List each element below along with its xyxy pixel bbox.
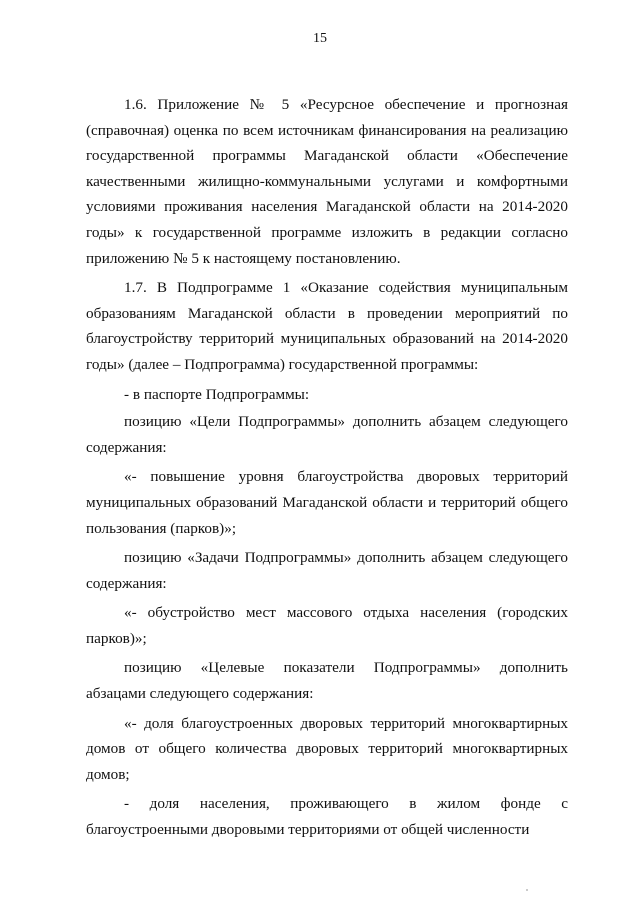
paragraph-passport: - в паспорте Подпрограммы: [124,385,310,403]
page-number: 15 [313,31,327,46]
paragraph-1-7: 1.7. В Подпрограмме 1 «Оказание содействия муниципальным образованиям Магаданской области в проведении мероприятий по благоустройству территорий муниципальных образований на 2014-2020 годы» (далее – Подпрограмма) государственной программы: [86,279,568,373]
paragraph-indicator-2: - доля населения, проживающего в жилом фонде с благоустроенными дворовыми территориями от общей численности [86,795,568,839]
paragraph-tasks-text: «- обустройство мест массового отдыха населения (городских парков)»; [86,604,568,647]
paragraph-indicator-1: «- доля благоустроенных дворовых территорий многоквартирных домов от общего количества дворовых территорий многоквартирных домов; [86,714,568,783]
paragraph-goals-position: позицию «Цели Подпрограммы» дополнить абзацем следующего содержания: [86,413,568,456]
paragraph-1-6: 1.6. Приложение № 5 «Ресурсное обеспечение и прогнозная (справочная) оценка по всем источникам финансирования на реализацию государственной программы Магаданской области «Обеспечение качественными жилищно-коммунальными услугами и комфортными условиями проживания населения Магаданской области на 2014-2020 годы» к государственной программе изложить в редакции согласно приложению № 5 к настоящему постановлению. [86,96,568,267]
paragraph-indicators-position: позицию «Целевые показатели Подпрограммы» дополнить абзацами следующего содержания: [86,659,568,703]
scan-speck [526,889,528,891]
paragraph-goals-text: «- повышение уровня благоустройства дворовых территорий муниципальных образований Магаданской области и территорий общего пользования (парков)»; [86,468,568,537]
document-body [86,92,568,847]
paragraph-tasks-position: позицию «Задачи Подпрограммы» дополнить абзацем следующего содержания: [86,549,568,592]
